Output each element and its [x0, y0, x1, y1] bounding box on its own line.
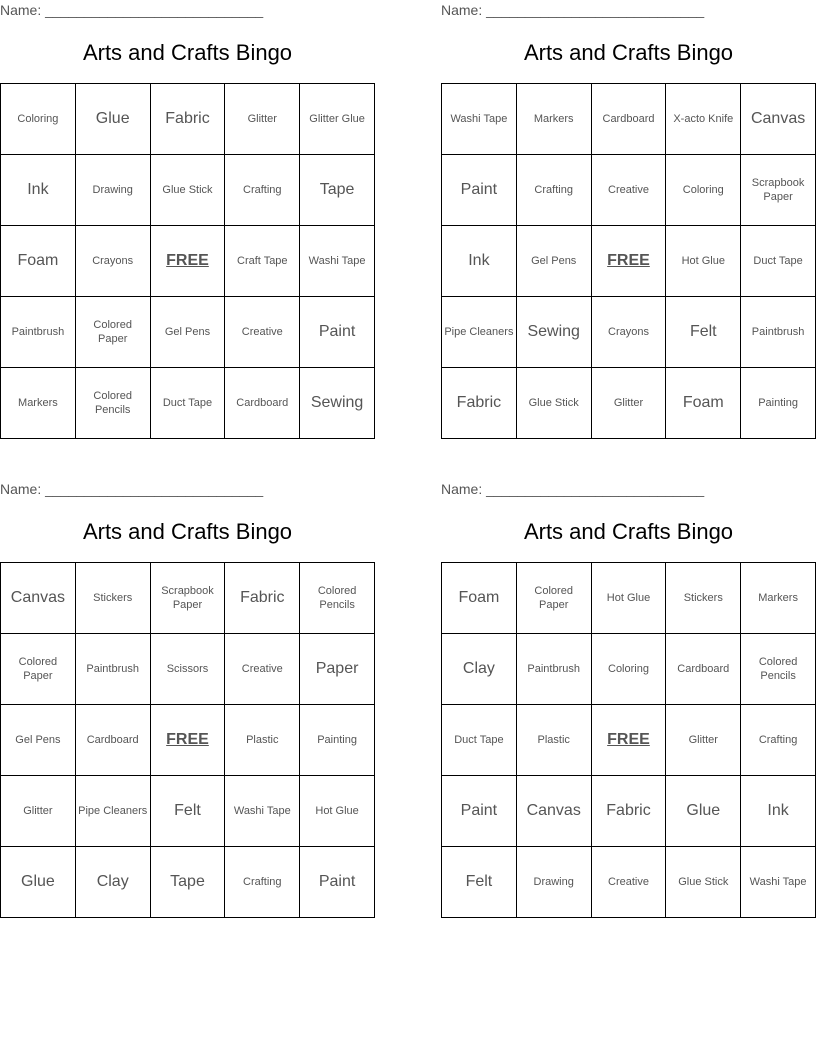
- bingo-cell: Canvas: [516, 776, 591, 847]
- bingo-row: [442, 705, 816, 776]
- bingo-row: [1, 226, 375, 297]
- bingo-cell: Painting: [741, 368, 816, 439]
- bingo-cell: Colored Pencils: [75, 368, 150, 439]
- bingo-cell: Colored Paper: [1, 634, 76, 705]
- bingo-cell: Clay: [75, 847, 150, 918]
- bingo-cell: Crafting: [741, 705, 816, 776]
- bingo-cell: Paint: [442, 155, 517, 226]
- bingo-cell: Creative: [225, 297, 300, 368]
- bingo-cell: Washi Tape: [300, 226, 375, 297]
- bingo-grid: [441, 562, 816, 918]
- bingo-cell: Hot Glue: [666, 226, 741, 297]
- bingo-cell: Canvas: [1, 563, 76, 634]
- bingo-cell: Pipe Cleaners: [75, 776, 150, 847]
- bingo-cell: Foam: [1, 226, 76, 297]
- bingo-row: [1, 776, 375, 847]
- card-title: Arts and Crafts Bingo: [523, 519, 734, 544]
- bingo-cell: Drawing: [75, 155, 150, 226]
- bingo-row: [442, 368, 816, 439]
- bingo-cell: Markers: [516, 84, 591, 155]
- name-line: Name: ____________________________: [0, 2, 264, 18]
- bingo-cell: Glitter: [225, 84, 300, 155]
- bingo-row: [1, 368, 375, 439]
- bingo-row: [442, 297, 816, 368]
- bingo-cell: Felt: [442, 847, 517, 918]
- bingo-row: [442, 226, 816, 297]
- bingo-cell: Fabric: [150, 84, 225, 155]
- bingo-cell: Foam: [666, 368, 741, 439]
- bingo-card-3: [0, 479, 375, 913]
- bingo-cell: Glitter: [1, 776, 76, 847]
- bingo-cell: Duct Tape: [442, 705, 517, 776]
- bingo-cell: Washi Tape: [741, 847, 816, 918]
- bingo-cell: Paint: [442, 776, 517, 847]
- bingo-cell: Ink: [741, 776, 816, 847]
- bingo-cell: Colored Paper: [516, 563, 591, 634]
- bingo-cell: Paintbrush: [75, 634, 150, 705]
- bingo-card-1: [0, 0, 375, 434]
- bingo-row: [442, 847, 816, 918]
- bingo-cell: Glue: [1, 847, 76, 918]
- bingo-row: [1, 297, 375, 368]
- bingo-cell: Coloring: [666, 155, 741, 226]
- bingo-cell: Scissors: [150, 634, 225, 705]
- bingo-cell: Duct Tape: [150, 368, 225, 439]
- bingo-cell: Gel Pens: [516, 226, 591, 297]
- card-title: Arts and Crafts Bingo: [523, 40, 734, 65]
- bingo-cell: Canvas: [741, 84, 816, 155]
- bingo-cell: Washi Tape: [442, 84, 517, 155]
- bingo-cell: Hot Glue: [591, 563, 666, 634]
- bingo-cell: Coloring: [591, 634, 666, 705]
- bingo-cell: Glue Stick: [666, 847, 741, 918]
- bingo-cell: Painting: [300, 705, 375, 776]
- bingo-cell: Glue Stick: [516, 368, 591, 439]
- free-space-cell: FREE: [591, 705, 666, 776]
- bingo-row: [442, 155, 816, 226]
- bingo-row: [442, 776, 816, 847]
- bingo-cell: Paintbrush: [741, 297, 816, 368]
- bingo-cell: Stickers: [666, 563, 741, 634]
- bingo-cell: Gel Pens: [1, 705, 76, 776]
- bingo-cell: Sewing: [300, 368, 375, 439]
- bingo-cell: Paint: [300, 297, 375, 368]
- bingo-cell: Colored Pencils: [741, 634, 816, 705]
- bingo-cell: Glitter Glue: [300, 84, 375, 155]
- bingo-cell: Stickers: [75, 563, 150, 634]
- free-space-cell: FREE: [150, 705, 225, 776]
- bingo-cell: Drawing: [516, 847, 591, 918]
- bingo-cell: Cardboard: [666, 634, 741, 705]
- bingo-row: [1, 84, 375, 155]
- bingo-row: [1, 705, 375, 776]
- bingo-cell: Paint: [300, 847, 375, 918]
- bingo-cell: Felt: [666, 297, 741, 368]
- bingo-cell: Crafting: [225, 155, 300, 226]
- card-title: Arts and Crafts Bingo: [82, 519, 293, 544]
- bingo-row: [442, 634, 816, 705]
- bingo-cell: Markers: [1, 368, 76, 439]
- name-line: Name: ____________________________: [0, 481, 264, 497]
- bingo-cell: Cardboard: [225, 368, 300, 439]
- bingo-row: [442, 563, 816, 634]
- bingo-cell: Ink: [1, 155, 76, 226]
- bingo-cell: Plastic: [225, 705, 300, 776]
- bingo-cell: Paper: [300, 634, 375, 705]
- bingo-cell: Craft Tape: [225, 226, 300, 297]
- bingo-cell: Crafting: [225, 847, 300, 918]
- bingo-cell: Markers: [741, 563, 816, 634]
- bingo-cell: Glitter: [591, 368, 666, 439]
- bingo-cell: Sewing: [516, 297, 591, 368]
- bingo-cell: Foam: [442, 563, 517, 634]
- bingo-cell: X-acto Knife: [666, 84, 741, 155]
- bingo-cell: Fabric: [442, 368, 517, 439]
- bingo-row: [1, 155, 375, 226]
- bingo-cell: Tape: [300, 155, 375, 226]
- bingo-row: [1, 847, 375, 918]
- bingo-grid: [0, 562, 375, 918]
- bingo-cell: Paintbrush: [516, 634, 591, 705]
- bingo-cell: Crafting: [516, 155, 591, 226]
- free-space-cell: FREE: [150, 226, 225, 297]
- bingo-cell: Glue: [75, 84, 150, 155]
- free-space-cell: FREE: [591, 226, 666, 297]
- bingo-cell: Colored Paper: [75, 297, 150, 368]
- bingo-cell: Duct Tape: [741, 226, 816, 297]
- bingo-cell: Pipe Cleaners: [442, 297, 517, 368]
- bingo-cell: Ink: [442, 226, 517, 297]
- bingo-cell: Fabric: [225, 563, 300, 634]
- bingo-cell: Crayons: [591, 297, 666, 368]
- bingo-grid: [0, 83, 375, 439]
- bingo-cell: Washi Tape: [225, 776, 300, 847]
- bingo-cell: Scrapbook Paper: [150, 563, 225, 634]
- bingo-cell: Colored Pencils: [300, 563, 375, 634]
- bingo-cell: Fabric: [591, 776, 666, 847]
- bingo-cell: Felt: [150, 776, 225, 847]
- bingo-cell: Creative: [591, 155, 666, 226]
- bingo-cell: Tape: [150, 847, 225, 918]
- bingo-cell: Cardboard: [591, 84, 666, 155]
- bingo-row: [1, 634, 375, 705]
- bingo-cell: Hot Glue: [300, 776, 375, 847]
- name-line: Name: ____________________________: [441, 2, 705, 18]
- bingo-cell: Cardboard: [75, 705, 150, 776]
- bingo-cell: Gel Pens: [150, 297, 225, 368]
- card-title: Arts and Crafts Bingo: [82, 40, 293, 65]
- bingo-cell: Creative: [591, 847, 666, 918]
- bingo-cell: Glue: [666, 776, 741, 847]
- bingo-cell: Paintbrush: [1, 297, 76, 368]
- name-line: Name: ____________________________: [441, 481, 705, 497]
- bingo-grid: [441, 83, 816, 439]
- bingo-card-2: [441, 0, 816, 434]
- bingo-cell: Creative: [225, 634, 300, 705]
- bingo-cell: Plastic: [516, 705, 591, 776]
- bingo-row: [1, 563, 375, 634]
- bingo-cell: Glitter: [666, 705, 741, 776]
- bingo-cell: Glue Stick: [150, 155, 225, 226]
- bingo-cell: Scrapbook Paper: [741, 155, 816, 226]
- bingo-card-4: [441, 479, 816, 913]
- bingo-cell: Clay: [442, 634, 517, 705]
- bingo-cell: Crayons: [75, 226, 150, 297]
- bingo-row: [442, 84, 816, 155]
- bingo-cell: Coloring: [1, 84, 76, 155]
